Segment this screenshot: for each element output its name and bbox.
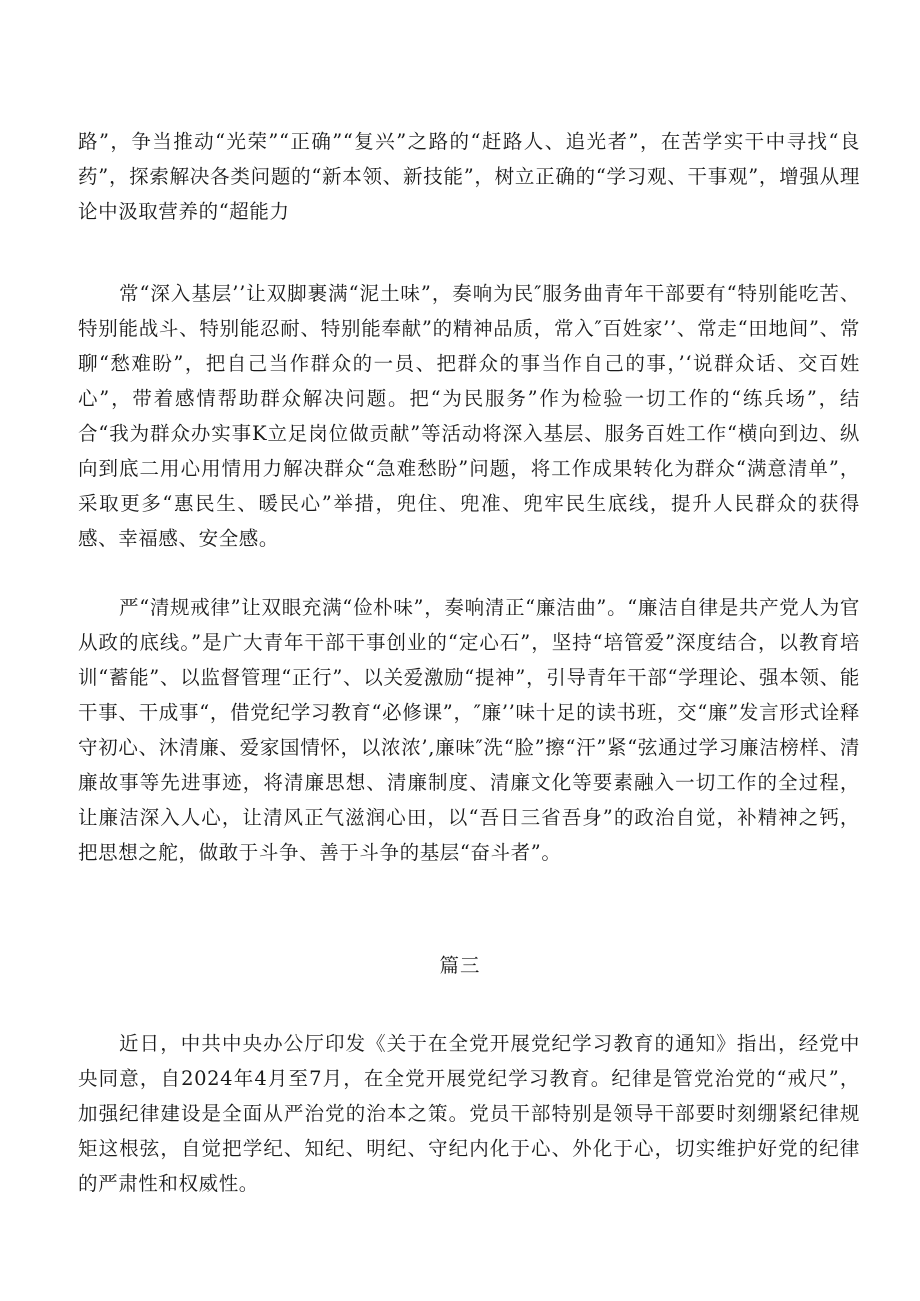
section-heading: 篇三 [439, 954, 481, 977]
paragraph-grassroots: 常“深入基层’’让双脚裹满“泥土味”，奏响为民″服务曲青年干部要有“特别能吃苦、特别能战斗、特别能忍耐、特别能奉献”的精神品质，常入″百姓家’’、常走“田地间”、常聊“愁难盼”，把自己当作群众的一员、把群众的事当作自己的事，’‘说群众话、交百姓心”，带着感情帮助群众解决问题。把“为民服务”作为检验一切工作的“练兵场”，结合“我为群众办实事K立足岗位做贡献”等活动将深入基层、服务百姓工作“横向到边、纵向到底二用心用情用力解决群众“急难愁盼”问题，将工作成果转化为群众“满意清单”，采取更多“惠民生、暖民心”举措，兜住、兜准、兜牢民生底线，提升人民群众的获得感、幸福感、安全感。 [78, 282, 860, 550]
paragraph-integrity: 严“清规戒律”让双眼充满“俭朴味”，奏响清正“廉洁曲”。“廉洁自律是共产党人为官从政的底线。”是广大青年干部干事创业的“定心石”，坚持“培管爱”深度结合，以教育培训“蓄能”、以监督管理“正行”、以关爱激励“提神”，引导青年干部“学理论、强本领、能干事、干成事“，借党纪学习教育“必修课”，″廉’’味十足的读书班，交“廉”发言形式诠释守初心、沐清廉、爱家国情怀，以浓浓’,廉味″洗“脸”擦“汗”紧“弦通过学习廉洁榜样、清廉故事等先进事迹，将清廉思想、清廉制度、清廉文化等要素融入一切工作的全过程，让廉洁深入人心，让清风正气滋润心田，以“吾日三省吾身”的政治自觉，补精神之钙，把思想之舵，做敢于斗争、善于斗争的基层“奋斗者”。 [78, 596, 860, 864]
paragraph-continuation: 路”，争当推动“光荣”“正确”“复兴”之路的“赶路人、追光者”，在苦学实干中寻找“良药”，探索解决各类问题的“新本领、新技能”，树立正确的“学习观、干事观”，增强从理论中汲取营养的“超能力 [78, 130, 860, 223]
paragraph-party-discipline: 近日，中共中央办公厅印发《关于在全党开展党纪学习教育的通知》指出，经党中央同意，自2024年4月至7月，在全党开展党纪学习教育。纪律是管党治党的“戒尺”，加强纪律建设是全面从严治党的治本之策。党员干部特别是领导干部要时刻绷紧纪律规矩这根弦，自觉把学纪、知纪、明纪、守纪内化于心、外化于心，切实维护好党的纪律的严肃性和权威性。 [78, 1032, 860, 1195]
